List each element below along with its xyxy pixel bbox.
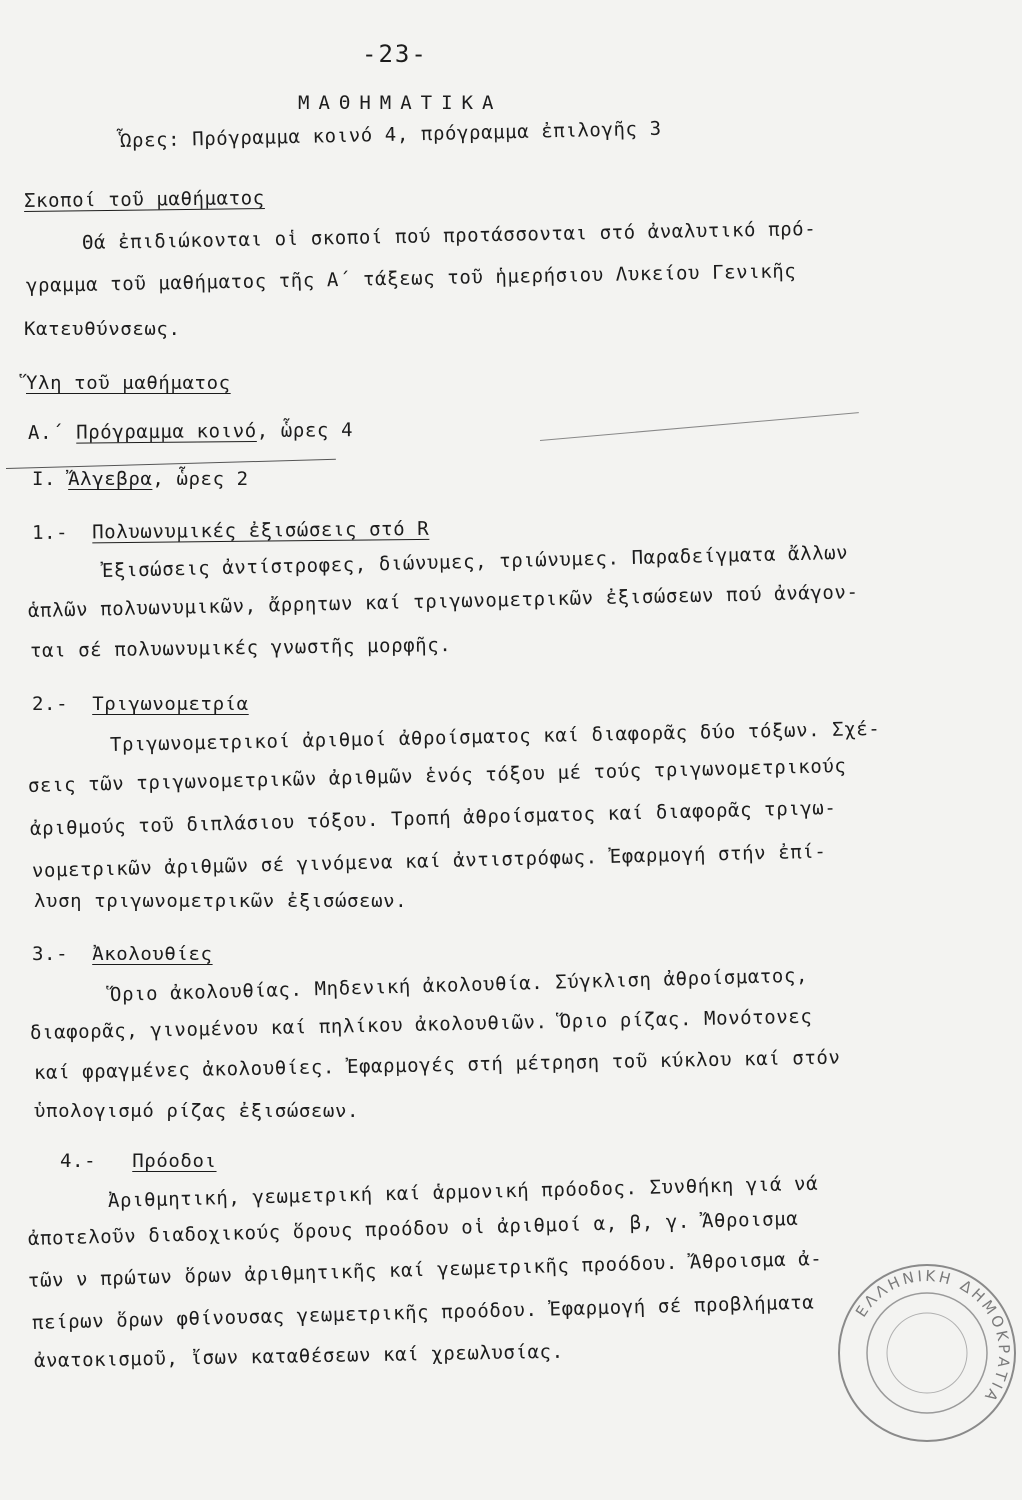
section-number: 2.- — [32, 693, 69, 715]
section-number: 4.- — [60, 1150, 97, 1172]
section-3-line-1: Ὅριο ἀκολουθίας. Μηδενική ἀκολουθία. Σύγκλιση ἀθροίσματος, — [109, 964, 809, 1006]
section-1-line-1: Ἐξισώσεις ἀντίστροφες, διώνυμες, τριώνυμες. Παραδείγματα ἄλλων — [101, 541, 849, 582]
section-3-heading — [32, 943, 213, 965]
program-prefix: Α.΄ — [27, 421, 77, 444]
algebra-prefix: Ι. — [32, 468, 69, 490]
section-4-line-2: ἀποτελοῦν διαδοχικούς ὅρους προόδου οἱ ἀριθμοί α, β, γ. Ἄθροισμα — [27, 1207, 799, 1250]
section-4-heading — [60, 1150, 217, 1172]
section-4-line-3: τῶν ν πρώτων ὅρων ἀριθμητικῆς καί γεωμετρικῆς προόδου. Ἄθροισμα ἀ- — [27, 1247, 823, 1292]
section-2-line-4: νομετρικῶν ἀριθμῶν σέ γινόμενα καί ἀντιστρόφως. Ἐφαρμογή στήν ἐπί- — [31, 840, 827, 882]
section-number: 1.- — [31, 521, 69, 544]
section-4-line-5: ἀνατοκισμοῦ, ἴσων καταθέσεων καί χρεωλυσίας. — [33, 1340, 564, 1372]
aims-line-2: γραμμα τοῦ μαθήματος τῆς Α΄ τάξεως τοῦ ἡμερήσιου Λυκείου Γενικῆς — [25, 260, 797, 297]
section-2-line-5: λυση τριγωνομετρικῶν ἐξισώσεων. — [34, 890, 408, 912]
section-4-line-1: Ἀριθμητική, γεωμετρική καί ἁρμονική πρόοδος. Συνθήκη γιά νά — [107, 1172, 819, 1212]
section-1-line-3: ται σέ πολυωνυμικές γνωστῆς μορφῆς. — [29, 634, 452, 662]
stamp-text: ΕΛΛΗΝΙΚΗ ΔΗΜΟΚΡΑΤΙΑ — [852, 1266, 1014, 1407]
section-4-line-4: πείρων ὅρων φθίνουσας γεωμετρικῆς προόδου. Ἐφαρμογή σέ προβλήματα — [31, 1291, 815, 1334]
hours-line: Ὧρες: Πρόγραμμα κοινό 4, πρόγραμμα ἐπιλογῆς 3 — [119, 117, 662, 152]
aims-heading: Σκοποί τοῦ μαθήματος — [23, 187, 265, 212]
algebra-heading — [32, 468, 249, 490]
section-3-line-4: ὑπολογισμό ρίζας ἐξισώσεων. — [34, 1100, 360, 1122]
page-title: ΜΑΘΗΜΑΤΙΚΑ — [298, 92, 503, 114]
section-1-line-2: ἁπλῶν πολυωνυμικῶν, ἄρρητων καί τριγωνομετρικῶν ἐξισώσεων πού ἀνάγον- — [27, 581, 859, 622]
section-2-line-3: ἀριθμούς τοῦ διπλάσιου τόξου. Τροπή ἀθροίσματος καί διαφορᾶς τριγω- — [29, 796, 837, 840]
program-label: Πρόγραμμα κοινό — [76, 420, 257, 444]
aims-line-3: Κατευθύνσεως. — [24, 318, 181, 340]
section-3-line-3: καί φραγμένες ἀκολουθίες. Ἐφαρμογές στή μέτρηση τοῦ κύκλου καί στόν — [33, 1046, 841, 1084]
algebra-label: Ἄλγεβρα — [68, 468, 153, 490]
section-2-line-1: Τριγωνομετρικοί ἀριθμοί ἀθροίσματος καί διαφορᾶς δύο τόξων. Σχέ- — [109, 717, 881, 756]
section-number: 3.- — [32, 943, 69, 965]
section-title: Ἀκολουθίες — [92, 943, 213, 965]
section-2-line-2: σεις τῶν τριγωνομετρικῶν ἀριθμῶν ἑνός τόξου μέ τούς τριγωνομετρικούς — [27, 755, 847, 797]
section-2-heading — [32, 693, 249, 715]
section-title: Πρόοδοι — [132, 1150, 217, 1172]
section-3-line-2: διαφορᾶς, γινομένου καί πηλίκου ἀκολουθιῶν. Ὅριο ρίζας. Μονότονες — [29, 1005, 813, 1044]
program-suffix: , ὧρες 4 — [256, 419, 354, 443]
algebra-suffix: , ὧρες 2 — [152, 468, 249, 490]
aims-line-1: Θά ἐπιδιώκονται οἱ σκοποί πού προτάσσονται στό ἀναλυτικό πρό- — [81, 217, 817, 254]
page-number: -23- — [362, 40, 428, 68]
section-title: Πολυωνυμικές ἐξισώσεις στό R — [92, 517, 430, 544]
program-heading — [28, 419, 353, 444]
bleed-through — [40, 22, 51, 43]
content-heading: Ὕλη τοῦ μαθήματος — [26, 372, 231, 394]
official-stamp — [832, 1258, 1022, 1448]
section-title: Τριγωνομετρία — [92, 693, 249, 715]
pen-stroke-2 — [540, 412, 859, 441]
section-1-heading — [32, 518, 430, 544]
